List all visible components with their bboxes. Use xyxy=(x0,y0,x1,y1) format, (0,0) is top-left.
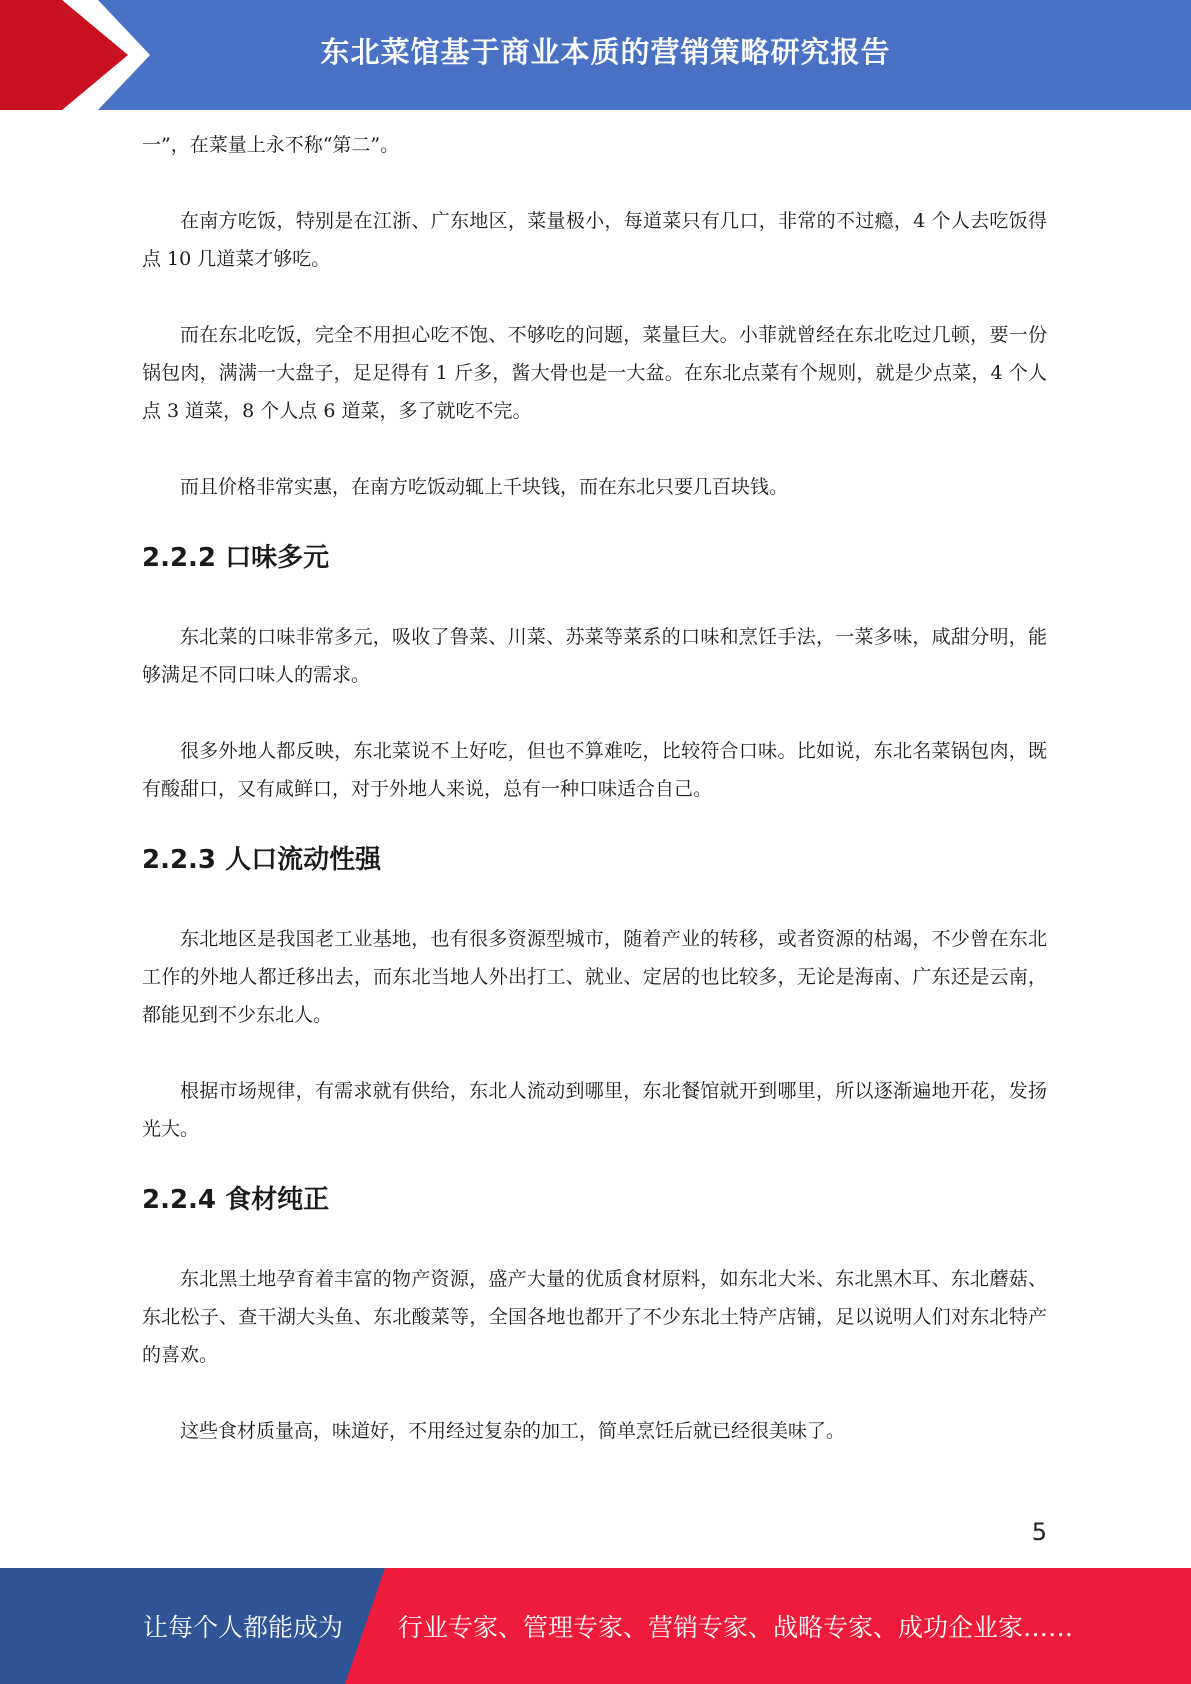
paragraph: 很多外地人都反映，东北菜说不上好吃，但也不算难吃，比较符合口味。比如说，东北名菜锅包肉，既有酸甜口，又有咸鲜口，对于外地人来说，总有一种口味适合自己。 xyxy=(142,740,1047,800)
page-header xyxy=(0,0,1191,110)
paragraph: 而且价格非常实惠，在南方吃饭动辄上千块钱，而在东北只要几百块钱。 xyxy=(180,476,789,498)
section-heading-2-2-2: 2.2.2 口味多元 xyxy=(142,543,330,573)
page-number: 5 xyxy=(1031,1518,1047,1546)
paragraph: 根据市场规律，有需求就有供给，东北人流动到哪里，东北餐馆就开到哪里，所以逐渐遍地开花，发扬光大。 xyxy=(142,1080,1047,1140)
paragraph: 东北黑土地孕育着丰富的物产资源，盛产大量的优质食材原料，如东北大米、东北黑木耳、东北蘑菇、东北松子、查干湖大头鱼、东北酸菜等，全国各地也都开了不少东北土特产店铺，足以说明人们对东北特产的喜欢。 xyxy=(142,1268,1047,1366)
section-heading-2-2-4: 2.2.4 食材纯正 xyxy=(142,1185,330,1215)
footer-slogan-left: 让每个人都能成为 xyxy=(143,1613,344,1642)
paragraph: 在南方吃饭，特别是在江浙、广东地区，菜量极小，每道菜只有几口，非常的不过瘾，4 个人去吃饭得点 10 几道菜才够吃。 xyxy=(142,210,1047,270)
paragraph: 而在东北吃饭，完全不用担心吃不饱、不够吃的问题，菜量巨大。小菲就曾经在东北吃过几顿，要一份锅包肉，满满一大盘子，足足得有 1 斤多，酱大骨也是一大盆。在东北点菜有个规则，就是少点菜，4 个人点 3 道菜，8 个人点 6 道菜，多了就吃不完。 xyxy=(142,324,1047,422)
section-heading-2-2-3: 2.2.3 人口流动性强 xyxy=(142,845,382,875)
paragraph: 东北地区是我国老工业基地，也有很多资源型城市，随着产业的转移，或者资源的枯竭，不少曾在东北工作的外地人都迁移出去，而东北当地人外出打工、就业、定居的也比较多，无论是海南、广东还是云南，都能见到不少东北人。 xyxy=(142,928,1047,1026)
header-title: 东北菜馆基于商业本质的营销策略研究报告 xyxy=(320,34,891,69)
page-footer xyxy=(0,1568,1191,1684)
document-body xyxy=(142,126,1047,1450)
paragraph: 这些食材质量高，味道好，不用经过复杂的加工，简单烹饪后就已经很美味了。 xyxy=(180,1420,846,1442)
footer-slogan-right: 行业专家、管理专家、营销专家、战略专家、成功企业家…… xyxy=(398,1613,1074,1642)
paragraph: 一”，在菜量上永不称“第二”。 xyxy=(142,134,400,156)
paragraph: 东北菜的口味非常多元，吸收了鲁菜、川菜、苏菜等菜系的口味和烹饪手法，一菜多味，咸甜分明，能够满足不同口味人的需求。 xyxy=(142,626,1047,686)
